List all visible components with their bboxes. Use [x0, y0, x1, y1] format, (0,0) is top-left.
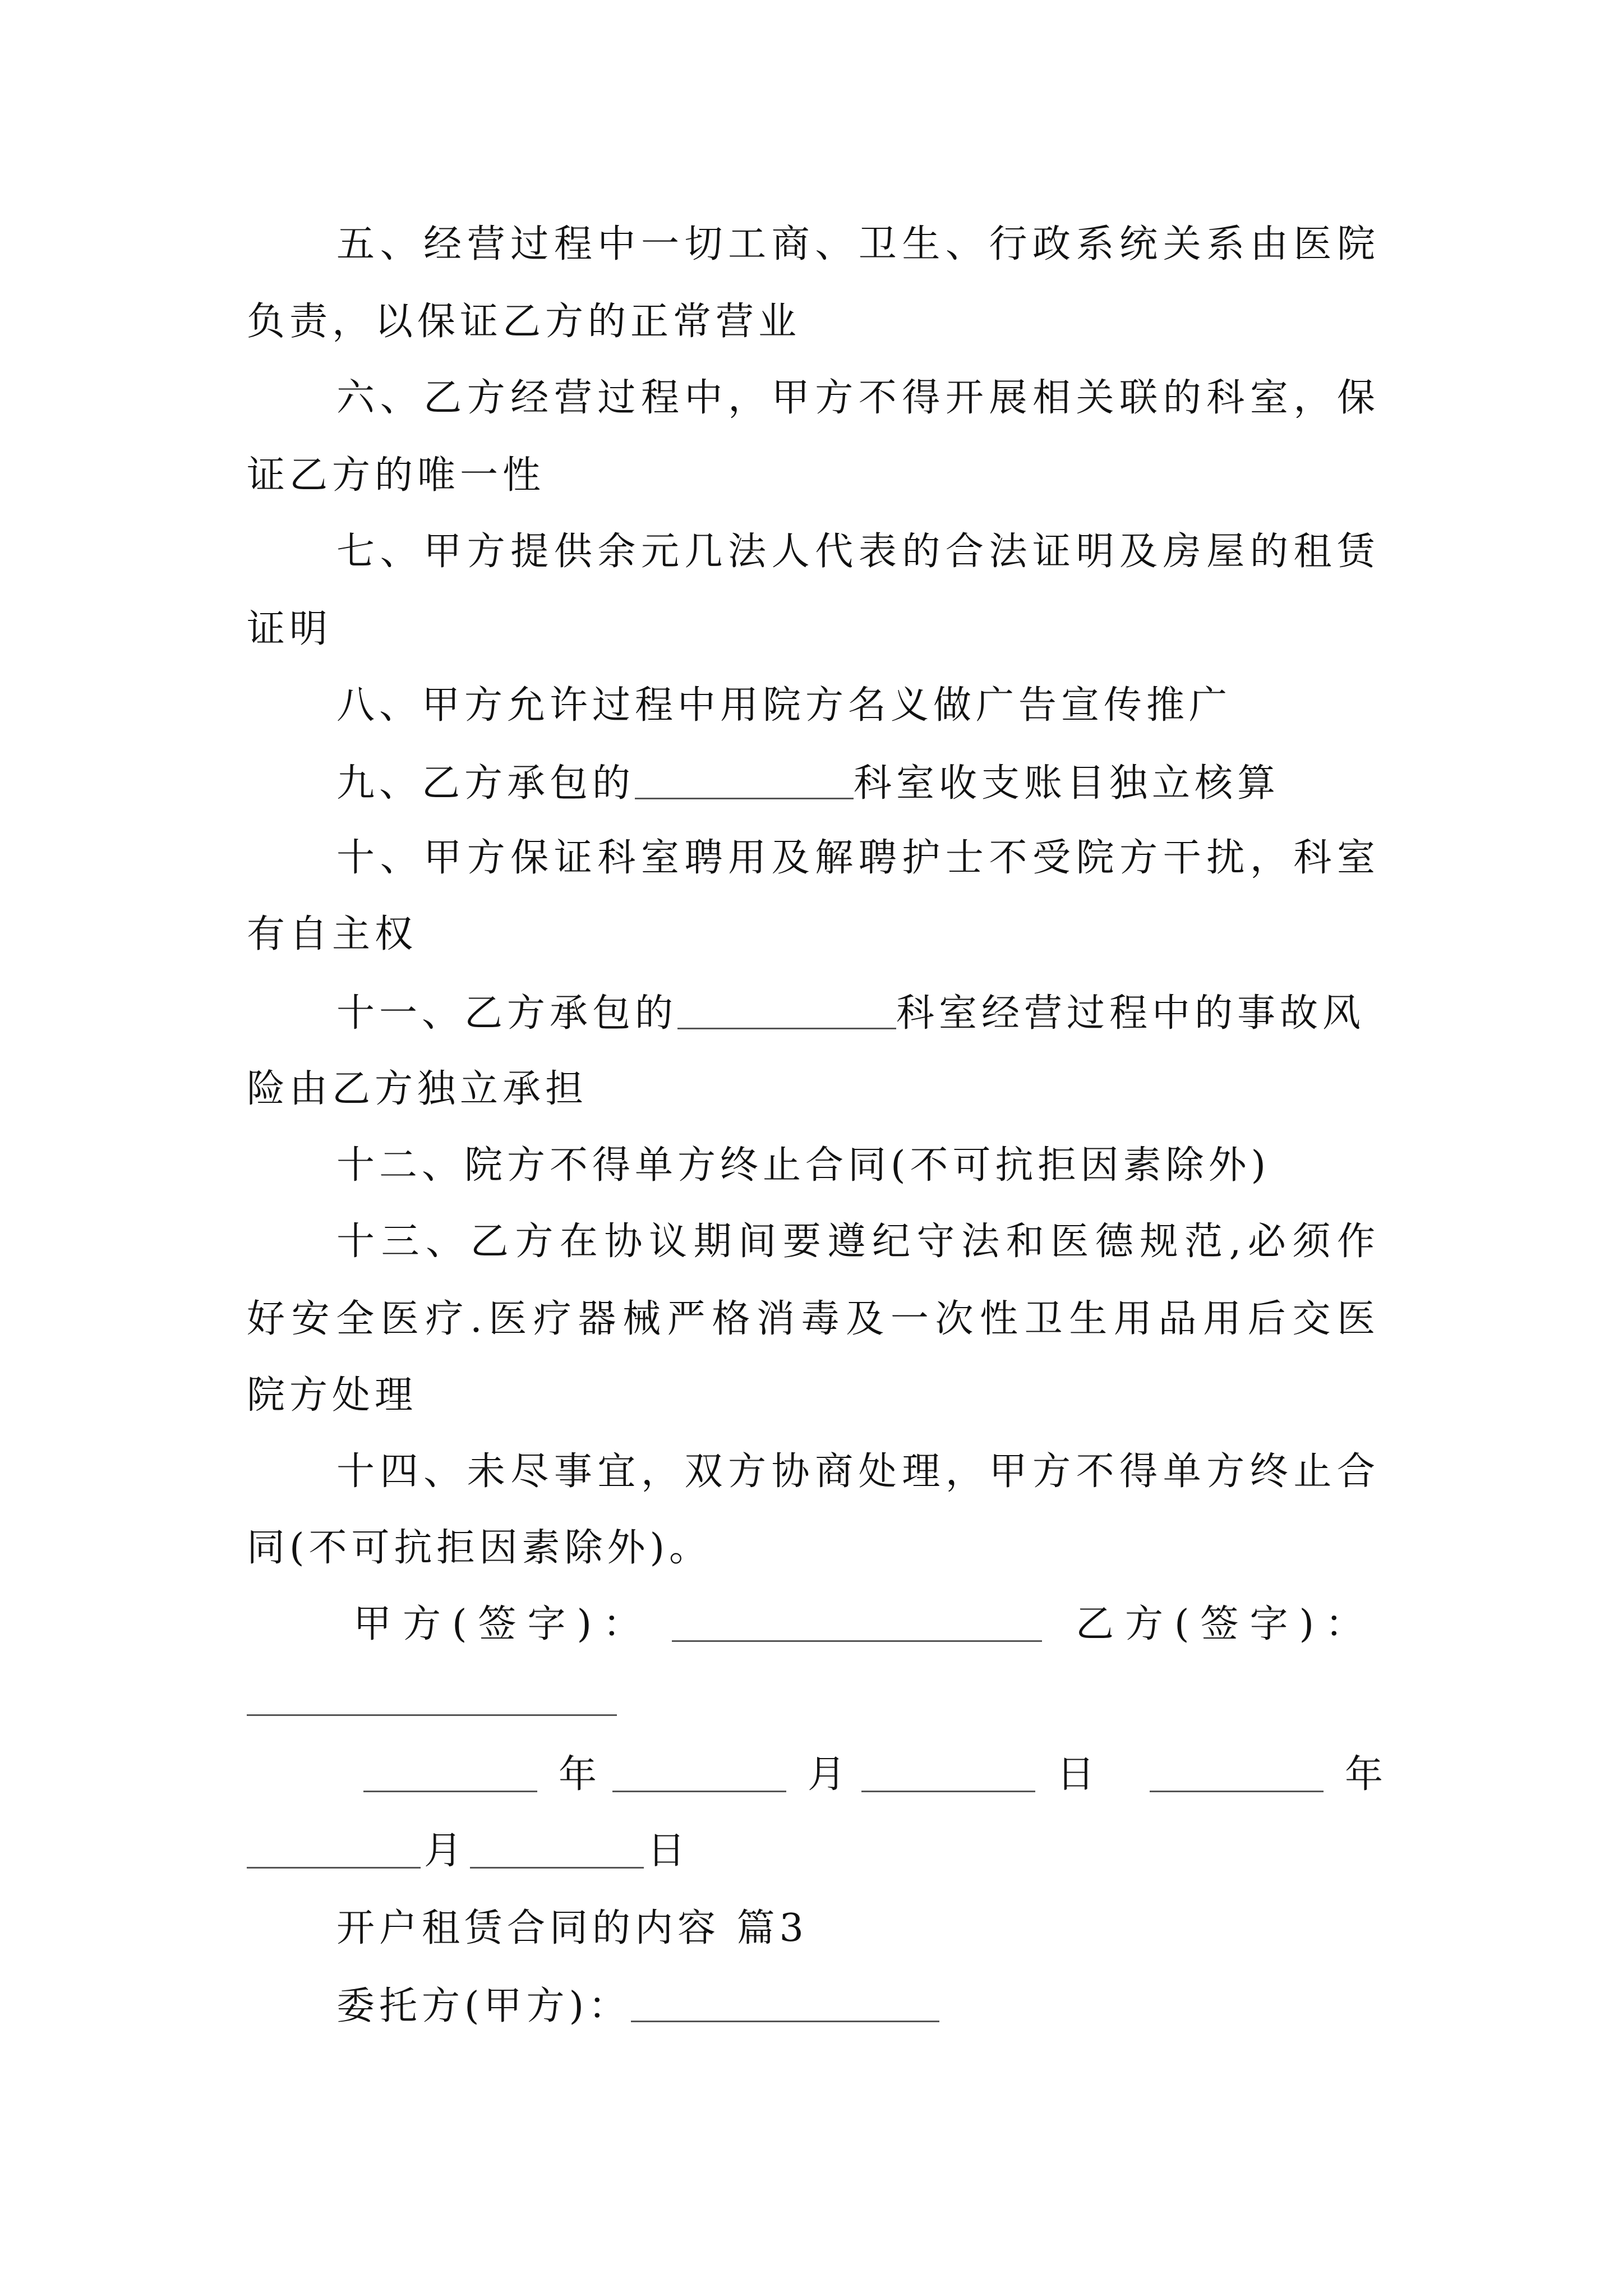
date-b-year-label: 年	[1345, 1752, 1388, 1797]
date-a-day-label: 日	[1057, 1752, 1100, 1797]
date-a-month-label: 月	[808, 1752, 851, 1797]
date-b-day-blank	[470, 1832, 644, 1869]
clause-13-line-3: 院方处理	[247, 1373, 418, 1418]
client-blank	[631, 1986, 939, 2022]
date-a-year-blank	[363, 1756, 537, 1792]
clause-7-line-2: 证明	[247, 607, 333, 651]
clause-8-line-1: 八、甲方允许过程中用院方名义做广告宣传推广	[336, 683, 1232, 728]
date-b-year-blank	[1150, 1756, 1324, 1792]
clause-10-line-1: 十、甲方保证科室聘用及解聘护士不受院方干扰，科室	[336, 836, 1380, 880]
date-a-month-blank	[612, 1756, 786, 1792]
clause-13-line-2: 好安全医疗.医疗器械严格消毒及一次性卫生用品用后交医	[247, 1297, 1380, 1341]
clause-6-line-2: 证乙方的唯一性	[247, 453, 546, 498]
signature-party-b-label: 乙方(签字)：	[1076, 1602, 1375, 1646]
date-b-day-label: 日	[647, 1829, 690, 1873]
date-b-month-label: 月	[424, 1829, 467, 1873]
clause-10-line-2: 有自主权	[247, 912, 418, 956]
signature-party-b-blank	[247, 1680, 617, 1716]
signature-party-a-label: 甲方(签字)：	[353, 1602, 653, 1646]
clause-11-line-1	[336, 991, 1366, 1036]
clause-11-text-b: 科室经营过程中的事故风	[896, 991, 1366, 1036]
clause-9-blank	[635, 763, 854, 799]
clause-14-line-1: 十四、未尽事宜，双方协商处理，甲方不得单方终止合	[336, 1450, 1380, 1494]
section-title: 开户租赁合同的内容 篇3	[336, 1906, 808, 1950]
clause-13-line-1: 十三、乙方在协议期间要遵纪守法和医德规范,必须作	[336, 1220, 1380, 1264]
date-b-month-blank	[247, 1832, 421, 1869]
client-label-text: 委托方(甲方)：	[336, 1984, 631, 2028]
date-a-year-label: 年	[559, 1752, 602, 1797]
clause-11-text-a: 十一、乙方承包的	[336, 991, 678, 1036]
clause-14-line-2: 同(不可抗拒因素除外)。	[247, 1526, 712, 1570]
client-label	[336, 1986, 939, 2026]
clause-5-line-1: 五、经营过程中一切工商、卫生、行政系统关系由医院	[336, 222, 1380, 266]
clause-7-line-1: 七、甲方提供余元几法人代表的合法证明及房屋的租赁	[336, 530, 1380, 574]
clause-5-line-2: 负责，以保证乙方的正常营业	[247, 300, 801, 344]
clause-9-line-1	[336, 761, 1280, 806]
signature-party-a-blank	[672, 1605, 1042, 1642]
clause-11-line-2: 险由乙方独立承担	[247, 1067, 588, 1111]
date-a-day-blank	[861, 1756, 1035, 1792]
clause-12-line-1: 十二、院方不得单方终止合同(不可抗拒因素除外)	[336, 1143, 1271, 1188]
clause-9-text-a: 九、乙方承包的	[336, 761, 635, 806]
clause-6-line-1: 六、乙方经营过程中，甲方不得开展相关联的科室，保	[336, 376, 1380, 420]
clause-9-text-b: 科室收支账目独立核算	[854, 761, 1280, 806]
clause-11-blank	[677, 993, 896, 1029]
